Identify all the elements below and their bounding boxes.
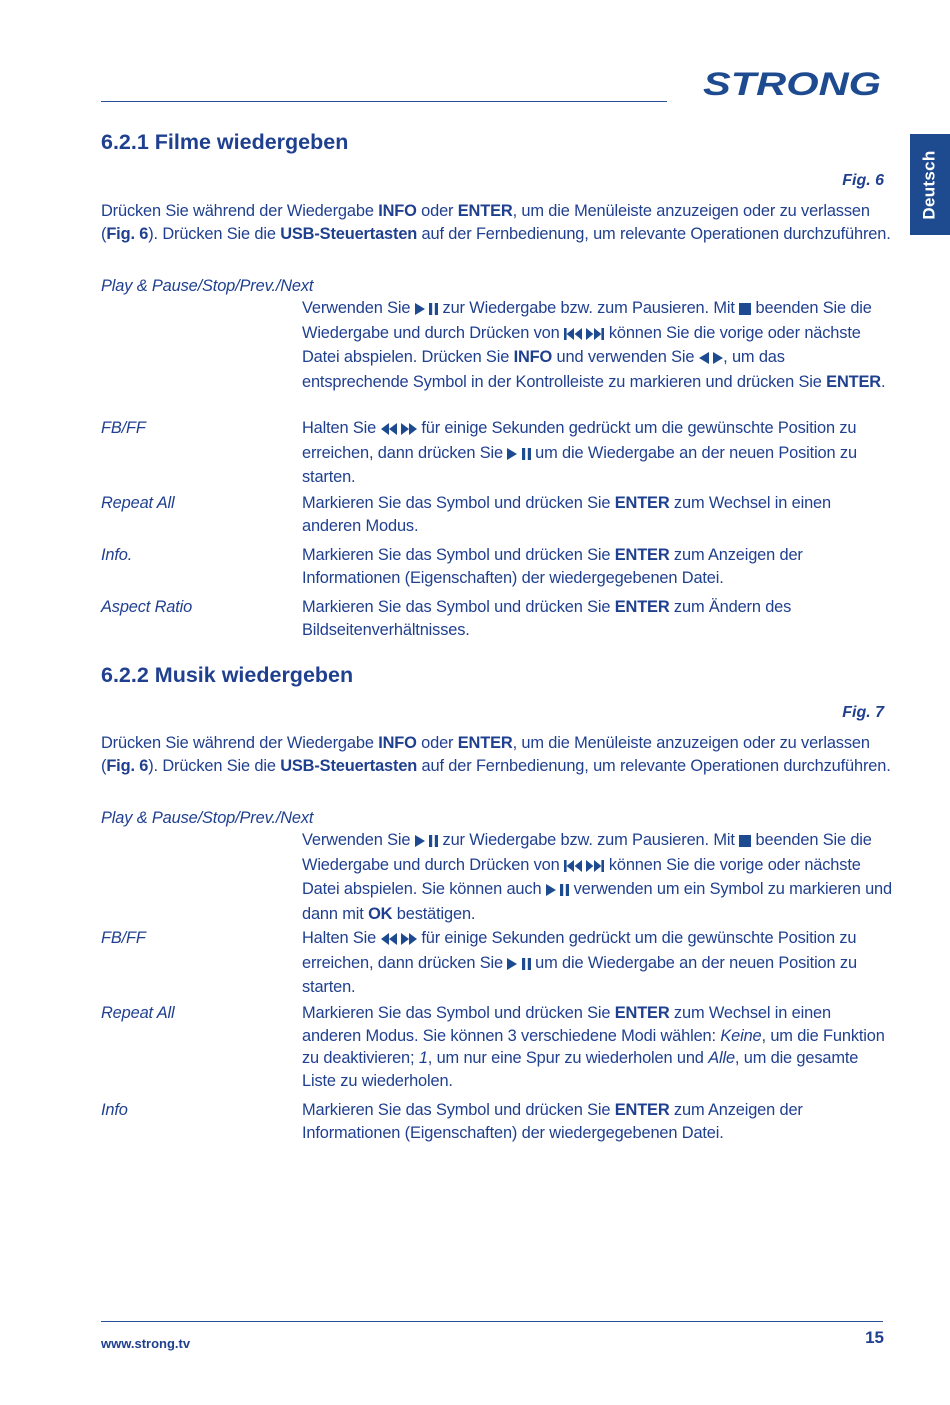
text-run: , um nur eine Spur zu wiederholen und: [427, 1049, 709, 1068]
next-icon: [586, 324, 604, 347]
text-run: oder: [416, 734, 458, 752]
key-label: INFO: [513, 348, 553, 367]
music-desc-fbff: [302, 927, 892, 999]
text-run: , um die Menüleiste anzuzeigen oder zu verlassen (: [101, 202, 870, 243]
key-label: ENTER: [614, 546, 670, 564]
text-run: Markieren Sie das Symbol und drücken Sie: [302, 546, 615, 564]
key-label: Fig. 6: [106, 224, 149, 243]
music-desc-info: [302, 1099, 892, 1144]
rew-icon: [381, 929, 397, 952]
section-heading-music: 6.2.2 Musik wiedergeben: [101, 663, 354, 687]
movies-desc-repeat: [302, 492, 892, 537]
pause-icon: [429, 299, 438, 322]
key-label: INFO: [378, 734, 417, 752]
music-desc-play: [302, 829, 892, 926]
text-run: zum Wechsel in einen anderen Modus. Sie können 3 verschiedene Modi wählen:: [302, 1004, 831, 1045]
key-label: USB-Steuertasten: [280, 756, 418, 775]
pause-icon: [429, 831, 438, 854]
text-run: können Sie die vorige oder nächste Datei abspielen. Sie können auch: [302, 855, 861, 899]
text-run: zur Wiedergabe bzw. zum Pausieren. Mit: [438, 299, 740, 317]
footer-website-link[interactable]: www.strong.tv: [101, 1336, 191, 1351]
music-term-fbff: FB/FF: [101, 929, 146, 947]
emphasis-text: 1: [418, 1049, 428, 1068]
text-run: um die Wiedergabe an der neuen Position zu starten.: [302, 443, 857, 487]
footer-rule: [101, 1321, 883, 1322]
left-icon: [699, 348, 709, 371]
text-run: zum Anzeigen der Informationen (Eigenschaften) der wiedergegebenen Datei.: [302, 1101, 803, 1142]
key-label: INFO: [378, 202, 417, 220]
movies-desc-info: [302, 544, 892, 589]
text-run: Markieren Sie das Symbol und drücken Sie: [302, 1101, 615, 1119]
text-run: zum Ändern des Bildseitenverhältnisses.: [302, 598, 792, 639]
pause-icon: [560, 880, 569, 903]
text-run: auf der Fernbedienung, um relevante Operationen durchzuführen.: [417, 224, 891, 243]
text-run: für einige Sekunden gedrückt um die gewünschte Position zu erreichen, dann drücken Sie: [302, 929, 857, 972]
text-run: Markieren Sie das Symbol und drücken Sie: [302, 494, 615, 512]
key-label: ENTER: [826, 373, 881, 392]
emphasis-text: Keine: [720, 1026, 762, 1045]
stop-icon: [739, 831, 751, 854]
music-term-info: Info: [101, 1101, 128, 1119]
key-label: OK: [368, 905, 393, 924]
key-label: ENTER: [614, 598, 670, 616]
key-label: ENTER: [457, 734, 513, 752]
movies-desc-play: [302, 297, 892, 394]
text-run: , um die gesamte Liste zu wiederholen.: [302, 1049, 859, 1091]
key-label: ENTER: [614, 494, 670, 512]
page-number: 15: [865, 1328, 884, 1347]
play-icon: [415, 299, 425, 322]
movies-intro-paragraph: [101, 200, 891, 245]
text-run: Verwenden Sie: [302, 831, 415, 849]
play-icon: [507, 444, 517, 467]
language-tab: [910, 134, 950, 235]
text-run: Drücken Sie während der Wiedergabe: [101, 734, 379, 752]
text-run: , um die Funktion zu deaktivieren;: [302, 1026, 885, 1068]
text-run: für einige Sekunden gedrückt um die gewünschte Position zu erreichen, dann drücken Sie: [302, 419, 857, 462]
key-label: ENTER: [614, 1004, 670, 1022]
header-rule: [101, 101, 667, 102]
music-term-repeat: Repeat All: [101, 1004, 175, 1022]
text-run: Drücken Sie während der Wiedergabe: [101, 202, 379, 220]
brand-text: STRONG: [703, 66, 881, 102]
text-run: zur Wiedergabe bzw. zum Pausieren. Mit: [438, 831, 740, 849]
text-run: , um die Menüleiste anzuzeigen oder zu verlassen (: [101, 734, 870, 775]
movies-term-repeat: Repeat All: [101, 494, 175, 512]
text-run: Markieren Sie das Symbol und drücken Sie: [302, 1004, 615, 1022]
text-run: können Sie die vorige oder nächste Datei abspielen. Drücken Sie: [302, 323, 861, 367]
text-run: .: [880, 373, 886, 392]
prev-icon: [564, 856, 582, 879]
language-tab-label: Deutsch: [920, 149, 940, 220]
text-run: und verwenden Sie: [552, 348, 699, 367]
text-run: , um das entsprechende Symbol in der Kontrolleiste zu markieren und drücken Sie: [302, 348, 827, 392]
key-label: USB-Steuertasten: [280, 224, 418, 243]
ff-icon: [401, 929, 417, 952]
movies-term-play: Play & Pause/Stop/Prev./Next: [101, 277, 314, 295]
music-term-play: Play & Pause/Stop/Prev./Next: [101, 809, 314, 827]
prev-icon: [564, 324, 582, 347]
ff-icon: [401, 419, 417, 442]
text-run: verwenden um ein Symbol zu markieren und dann mit: [302, 880, 892, 924]
strong-logo: [700, 62, 885, 102]
text-run: beenden Sie die Wiedergabe und durch Drücken von: [302, 299, 872, 342]
text-run: um die Wiedergabe an der neuen Position zu starten.: [302, 953, 857, 997]
text-run: bestätigen.: [392, 905, 476, 924]
music-intro-paragraph: [101, 732, 891, 777]
movies-term-aspect: Aspect Ratio: [101, 598, 193, 616]
text-run: Markieren Sie das Symbol und drücken Sie: [302, 598, 615, 616]
section-heading-movies: 6.2.1 Filme wiedergeben: [101, 130, 349, 154]
pause-icon: [522, 954, 531, 977]
movies-desc-aspect: [302, 596, 892, 641]
movies-term-info: Info.: [101, 546, 133, 564]
text-run: zum Wechsel in einen anderen Modus.: [302, 494, 831, 535]
movies-term-fbff: FB/FF: [101, 419, 146, 437]
text-run: oder: [416, 202, 458, 220]
text-run: ). Drücken Sie die: [148, 756, 281, 775]
key-label: ENTER: [457, 202, 513, 220]
figure-reference-music: Fig. 7: [842, 704, 884, 721]
music-desc-repeat: [302, 1002, 892, 1093]
text-run: Verwenden Sie: [302, 299, 415, 317]
key-label: Fig. 6: [106, 756, 149, 775]
text-run: beenden Sie die Wiedergabe und durch Drücken von: [302, 831, 872, 874]
stop-icon: [739, 299, 751, 322]
rew-icon: [381, 419, 397, 442]
right-icon: [713, 348, 723, 371]
play-icon: [507, 954, 517, 977]
pause-icon: [522, 444, 531, 467]
text-run: Halten Sie: [302, 929, 381, 947]
figure-reference-movies: Fig. 6: [842, 172, 884, 189]
text-run: ). Drücken Sie die: [148, 224, 281, 243]
emphasis-text: Alle: [708, 1049, 735, 1068]
text-run: Halten Sie: [302, 419, 381, 437]
play-icon: [546, 880, 556, 903]
play-icon: [415, 831, 425, 854]
text-run: zum Anzeigen der Informationen (Eigenschaften) der wiedergegebenen Datei.: [302, 546, 803, 587]
key-label: ENTER: [614, 1101, 670, 1119]
next-icon: [586, 856, 604, 879]
text-run: auf der Fernbedienung, um relevante Operationen durchzuführen.: [417, 756, 891, 775]
movies-desc-fbff: [302, 417, 892, 489]
